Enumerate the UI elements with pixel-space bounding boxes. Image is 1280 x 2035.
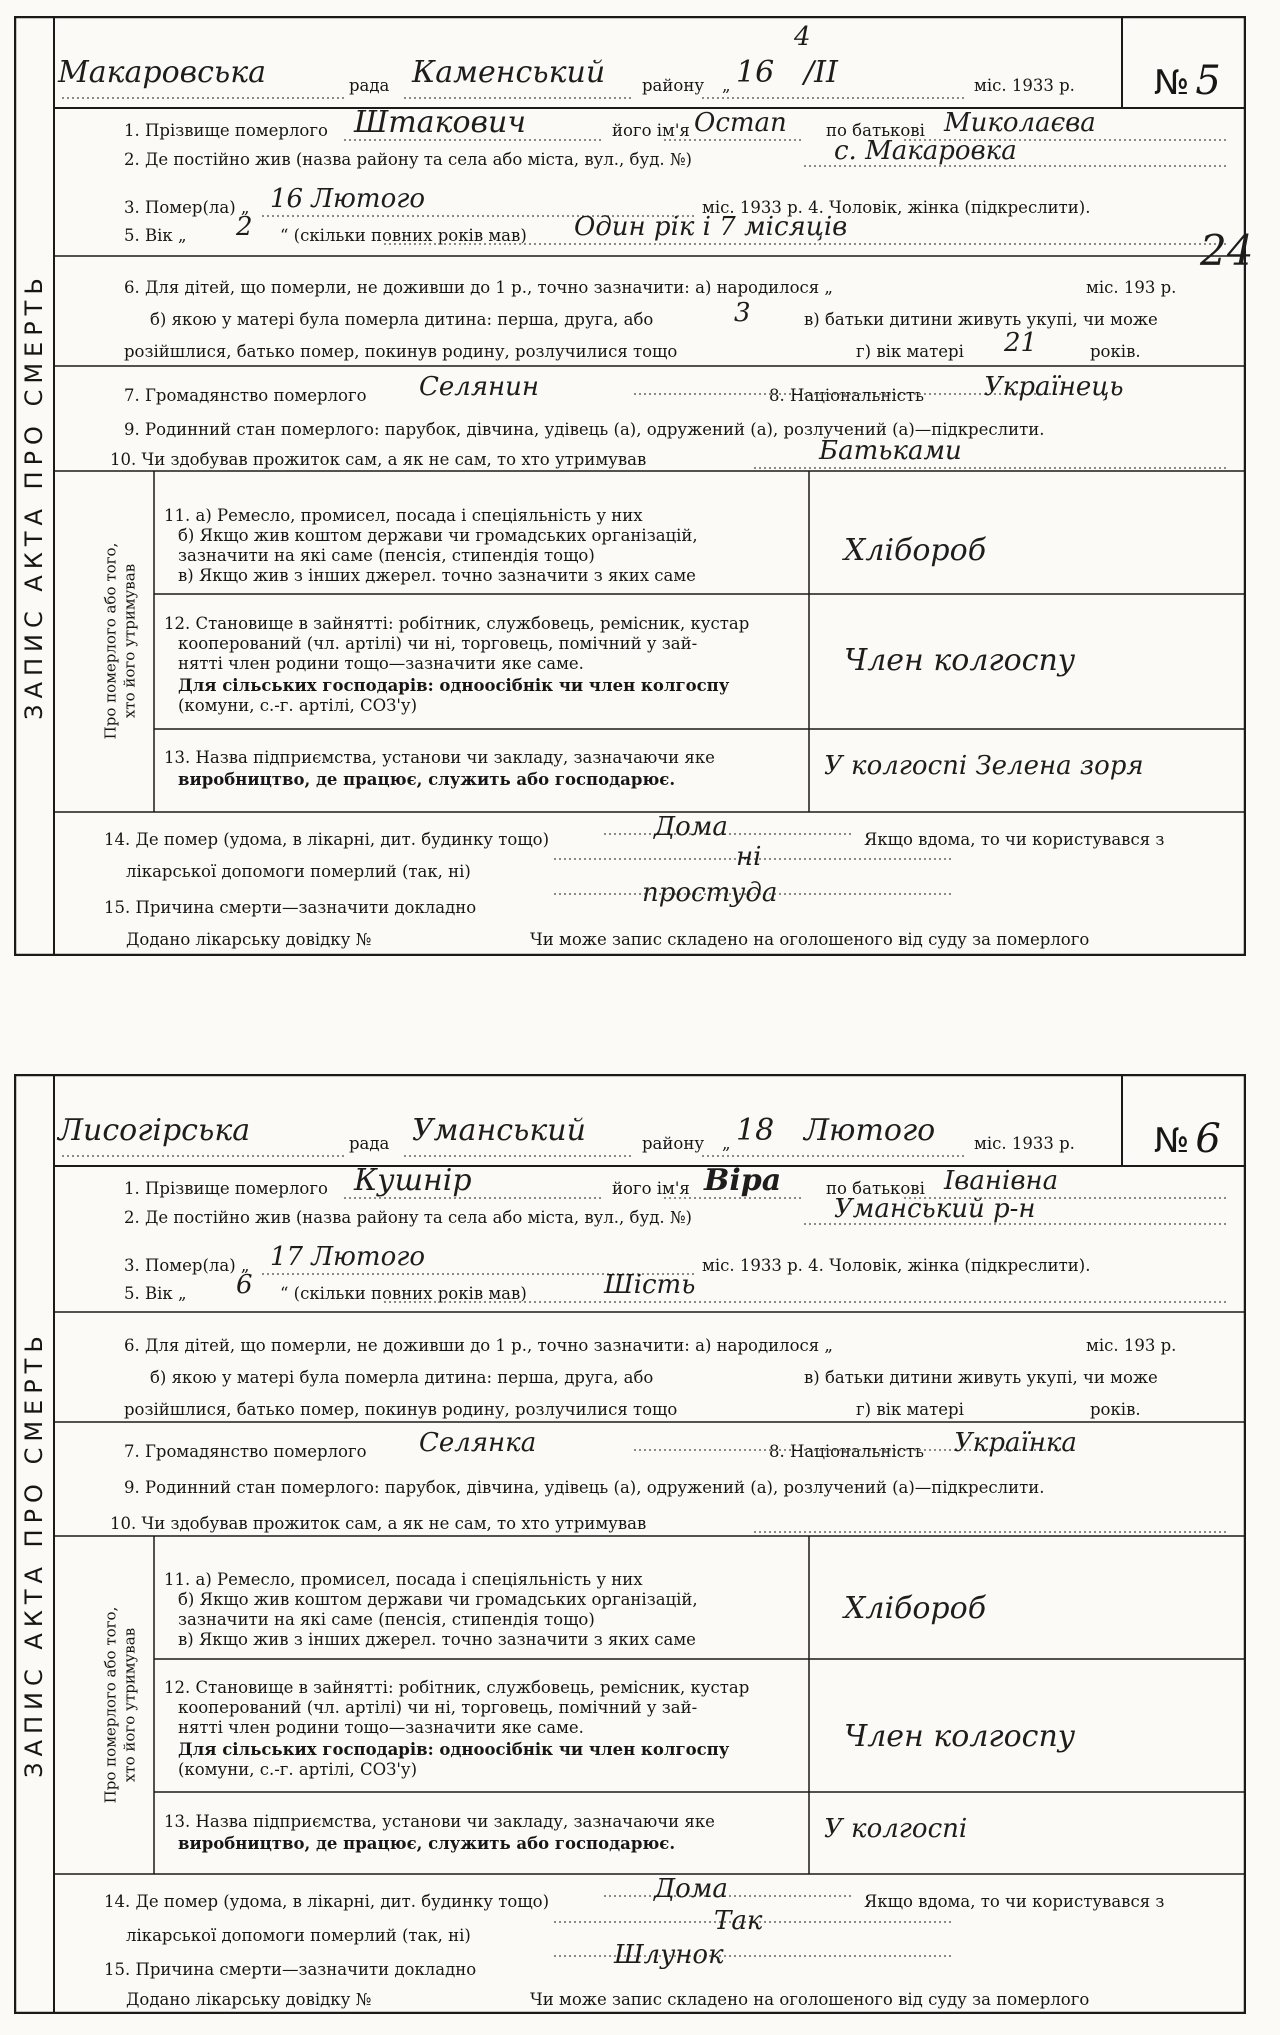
employment-status: Член колгоспу: [844, 1719, 1076, 1754]
citizenship: Селянин: [419, 372, 540, 402]
employment-status: Член колгоспу: [844, 643, 1076, 678]
registration-day: 16: [736, 55, 775, 90]
death-record-card-2: ЗАПИС АКТА ПРО СМЕРТЬ Лисогірська рада Уманський району „ 18 Лютого міс. 1933 р. № 6 1. Прізвище померлого Кушнір його ім'я Віра по батькові Іванівна 2. Де постійно жив (назва району та села або міста, вул., буд. №) Уманський р-н 3. Помер(ла) „ 17 Лютого міс. 1933 р. 4. Чоловік, жінка (підкреслити). 5. Вік „ 6 “ (скільки повних років мав) Шість 6. Для дітей, що померли, не доживши до 1 р., точно зазначити: а) народилося „ міс. 193 р. б) якою у матері була померла дитина: перша, друга, або в) батьки дитини живуть укупі, чи може розійшлися, батько помер, покинув родину, розлучилися тощо г) вік матері років. 7. Громадянство померлого Селянка 8. Національність Українка 9. Родинний стан померлого: парубок, дівчина, удівець (а), одружений (а), розлучений (а)—підкреслити. 10. Чи здобував прожиток сам, а як не сам, то хто утримував Про померлого або того, хто його утримував 11. а) Ремесло, промисел, посада і спеціяльність у них б) Якщо жив коштом держави чи громадських організацій, зазначити на які саме (пенсія, стипендія тощо) в) Якщо жив з інших джерел. точно зазначити з яких саме Хлібороб 12. Становище в зайнятті: робітник, службовець, ремісник, кустар кооперований (чл. артілі) чи ні, торговець, помічний у зай- нятті член родини тощо—зазначити яке саме. Для сільських господарів: одноосібнік чи член колгоспу (комуни, с.-г. артілі, СОЗ'у) Член колгоспу 13. Назва підприємства, установи чи закладу, зазначаючи яке виробництво, де працює, служить або господарює. У колгоспі 14. Де помер (удома, в лікарні, дит. будинку тощо) Дома Якщо вдома, то чи користувався з лікарської допомоги померлий (так, ні) Так 15. Причина смерти—зазначити докладно Шлунок Додано лікарську довідку № Чи може запис складено на оголошеного від суду за померлого: [14, 1074, 1246, 2014]
residence: с. Макаровка: [834, 136, 1017, 166]
cause-of-death: простуда: [642, 878, 778, 908]
first-name: Остап: [694, 108, 787, 138]
record-number: № 6: [1154, 1116, 1221, 1162]
death-date: 16 Лютого: [270, 184, 426, 214]
council-name: Лисогірська: [58, 1113, 251, 1148]
month-year-label: міс. 1933 р.: [974, 1134, 1075, 1153]
rayonu-label: району: [642, 76, 705, 95]
surname: Кушнір: [354, 1163, 472, 1198]
medical-help: Так: [714, 1906, 763, 1936]
workplace: У колгоспі: [824, 1814, 968, 1844]
margin-mark: 24: [1200, 226, 1254, 275]
side-title: ЗАПИС АКТА ПРО СМЕРТЬ: [20, 1330, 48, 1778]
side-title: ЗАПИС АКТА ПРО СМЕРТЬ: [20, 272, 48, 720]
age: 6: [236, 1270, 253, 1300]
workplace: У колгоспі Зелена зоря: [824, 751, 1144, 781]
age-note: Шість: [604, 1270, 696, 1300]
citizenship: Селянка: [419, 1428, 537, 1458]
occupation: Хлібороб: [844, 533, 987, 568]
surname: Штакович: [354, 105, 526, 140]
medical-help: ні: [736, 842, 762, 872]
subsection-side-label: Про померлого або того, хто його утримував: [101, 542, 139, 740]
death-date: 17 Лютого: [270, 1242, 426, 1272]
death-place: Дома: [654, 1874, 728, 1904]
age: 2: [236, 212, 253, 242]
death-place: Дома: [654, 812, 728, 842]
first-name: Віра: [704, 1163, 782, 1198]
district-name: Уманський: [412, 1113, 586, 1148]
rada-label: рада: [349, 1134, 390, 1153]
month-year-label: міс. 1933 р.: [974, 76, 1075, 95]
registration-month: Лютого: [804, 1113, 936, 1148]
residence: Уманський р-н: [834, 1194, 1036, 1224]
child-order: 3: [734, 298, 751, 328]
patronymic: Іванівна: [944, 1166, 1059, 1196]
corner-mark: 4: [794, 22, 811, 52]
supported-by: Батьками: [819, 436, 962, 466]
rada-label: рада: [349, 76, 390, 95]
mother-age: 21: [1004, 328, 1038, 358]
nationality: Українка: [954, 1428, 1077, 1458]
subsection-side-label: Про померлого або того, хто його утримував: [101, 1606, 139, 1804]
nationality: Українець: [984, 372, 1124, 402]
age-note: Один рік і 7 місяців: [574, 212, 848, 242]
registration-day: 18: [736, 1113, 775, 1148]
patronymic: Миколаєва: [944, 108, 1096, 138]
occupation: Хлібороб: [844, 1591, 987, 1626]
rayonu-label: району: [642, 1134, 705, 1153]
council-name: Макаровська: [58, 55, 267, 90]
district-name: Каменський: [412, 55, 606, 90]
registration-month: /II: [804, 55, 838, 90]
death-record-card-1: ЗАПИС АКТА ПРО СМЕРТЬ Макаровська рада Каменський району „ 16 /II 4 міс. 1933 р. № 5 1. Прізвище померлого Штакович його ім'я Остап по батькові Миколаєва 2. Де постійно жив (назва району та села або міста, вул., буд. №) с. Макаровка 3. Помер(ла) „ 16 Лютого міс. 1933 р. 4. Чоловік, жінка (підкреслити). 5. Вік „ 2 “ (скільки повних років мав) Один рік і 7 місяців 24 6. Для дітей, що померли, не доживши до 1 р., точно зазначити: а) народилося „ міс. 193 р. б) якою у матері була померла дитина: перша, друга, або 3 в) батьки дитини живуть укупі, чи може розійшлися, батько помер, покинув родину, розлучилися тощо г) вік матері 21 років. 7. Громадянство померлого Селянин 8. Національність Українець 9. Родинний стан померлого: парубок, дівчина, удівець (а), одружений (а), розлучений (а)—підкреслити. 10. Чи здобував прожиток сам, а як не сам, то хто утримував Батьками Про померлого або того, хто його утримував 11. а) Ремесло, промисел, посада і спеціяльність у них б) Якщо жив коштом держави чи громадських організацій, зазначити на які саме (пенсія, стипендія тощо) в) Якщо жив з інших джерел. точно зазначити з яких саме Хлібороб 12. Становище в зайнятті: робітник, службовець, ремісник, кустар кооперований (чл. артілі) чи ні, торговець, помічний у зай- нятті член родини тощо—зазначити яке саме. Для сільських господарів: одноосібнік чи член колгоспу (комуни, с.-г. артілі, СОЗ'у) Член колгоспу 13. Назва підприємства, установи чи закладу, зазначаючи яке виробництво, де працює, служить або господарює. У колгоспі Зелена зоря 14. Де помер (удома, в лікарні, дит. будинку тощо) Дома Якщо вдома, то чи користувався з лікарської допомоги померлий (так, ні) ні 15. Причина смерти—зазначити докладно простуда Додано лікарську довідку № Чи може запис складено на оголошеного від суду за померлого: [14, 16, 1246, 956]
record-number: № 5: [1154, 58, 1221, 104]
cause-of-death: Шлунок: [614, 1940, 724, 1970]
